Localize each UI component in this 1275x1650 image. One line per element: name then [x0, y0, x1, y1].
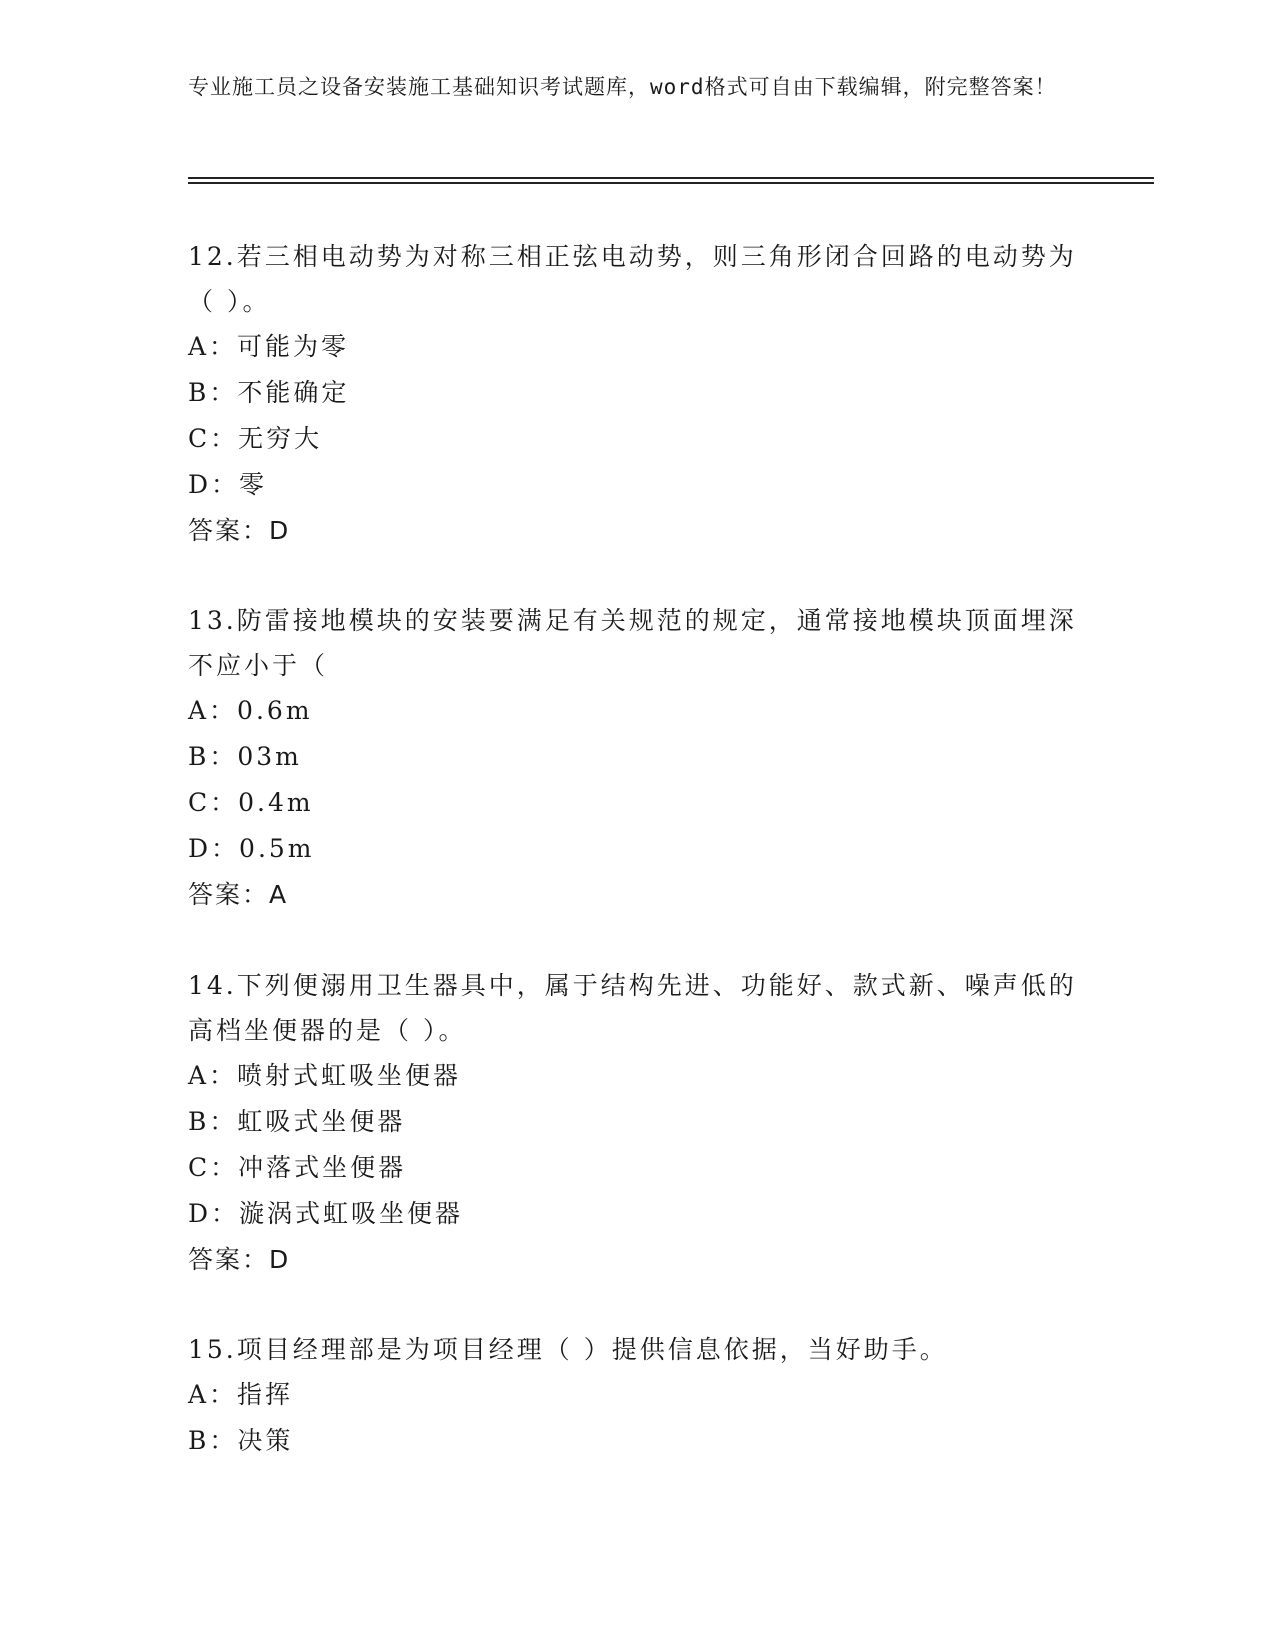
option-a: A：0.6m [188, 696, 313, 725]
option-a: A：喷射式虹吸坐便器 [188, 1061, 462, 1090]
header-divider-top [188, 177, 1154, 179]
header-divider-bottom [188, 182, 1154, 184]
option-d: D：零 [188, 470, 268, 499]
option-b: B：虹吸式坐便器 [188, 1107, 406, 1136]
option-a: A：指挥 [188, 1380, 294, 1409]
answer: 答案：D [188, 1245, 291, 1274]
option-b: B：03m [188, 742, 302, 771]
answer: 答案：A [188, 880, 289, 909]
question-13 [188, 598, 1088, 918]
document-intro: 专业施工员之设备安装施工基础知识考试题库，word格式可自由下载编辑，附完整答案！ [188, 75, 1057, 99]
answer: 答案：D [188, 516, 291, 545]
question-14 [188, 963, 1088, 1283]
option-d: D：0.5m [188, 834, 315, 863]
option-c: C：0.4m [188, 788, 314, 817]
question-text: 15.项目经理部是为项目经理（ ）提供信息依据，当好助手。 [188, 1335, 948, 1364]
option-b: B：不能确定 [188, 378, 350, 407]
option-c: C：冲落式坐便器 [188, 1153, 407, 1182]
question-12 [188, 234, 1088, 554]
option-c: C：无穷大 [188, 424, 323, 453]
question-text: 14.下列便溺用卫生器具中，属于结构先进、功能好、款式新、噪声低的高档坐便器的是（ ）。 [188, 971, 1077, 1045]
option-d: D：漩涡式虹吸坐便器 [188, 1199, 464, 1228]
question-text: 12.若三相电动势为对称三相正弦电动势，则三角形闭合回路的电动势为（ ）。 [188, 242, 1077, 316]
option-b: B：决策 [188, 1426, 294, 1455]
option-a: A：可能为零 [188, 332, 350, 361]
question-15 [188, 1327, 1088, 1464]
question-text: 13.防雷接地模块的安装要满足有关规范的规定，通常接地模块顶面埋深不应小于（ [188, 606, 1077, 680]
